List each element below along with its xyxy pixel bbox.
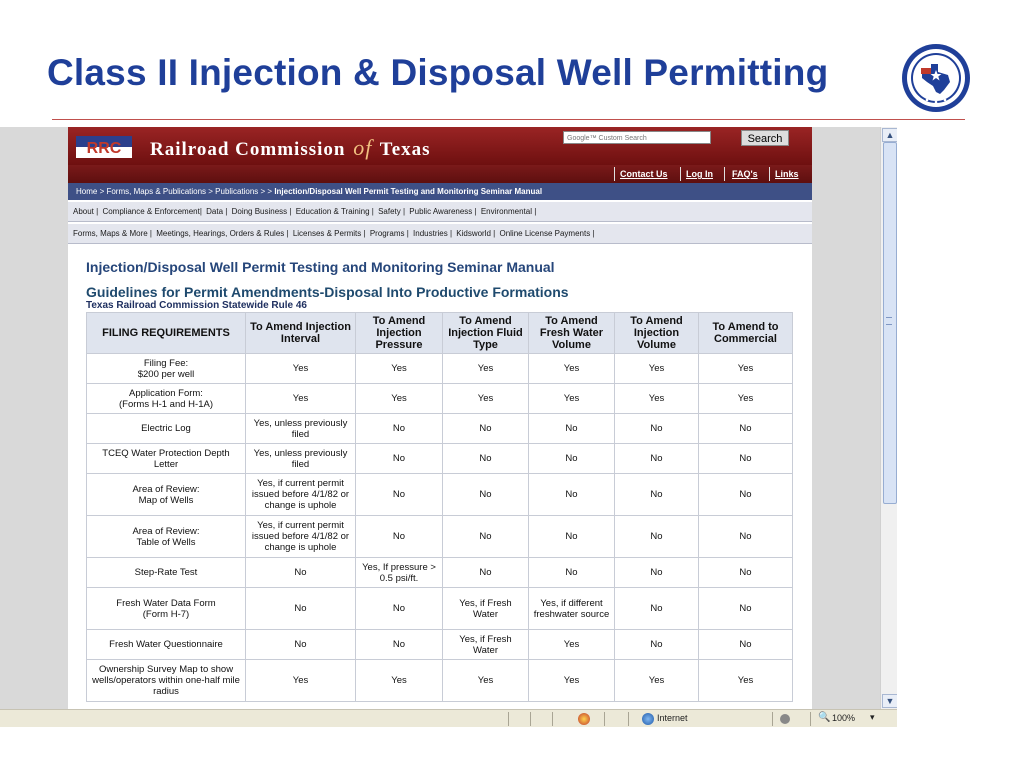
table-cell: No (356, 414, 443, 444)
separator (680, 167, 681, 181)
table-cell: Yes (246, 660, 356, 702)
table-header-row (87, 313, 793, 354)
column-header: To Amend Fresh Water Volume (529, 313, 615, 354)
table-cell: Yes, if current permit issued before 4/1/82 or change is uphole (246, 474, 356, 516)
table-cell: Yes (529, 660, 615, 702)
table-cell: Yes, if Fresh Water (443, 588, 529, 630)
table-cell: Yes (699, 660, 793, 702)
site-name[interactable] (150, 135, 431, 161)
nav-compliance-enforcement[interactable]: Compliance & Enforcement| (102, 207, 202, 216)
search-input[interactable]: Google™ Custom Search (563, 131, 711, 144)
nav-licenses-permits[interactable]: Licenses & Permits | (292, 229, 366, 238)
requirement-cell: Area of Review: Table of Wells (87, 516, 246, 558)
table-cell: Yes (615, 384, 699, 414)
table-cell: Yes (615, 354, 699, 384)
table-cell: No (529, 474, 615, 516)
contact-us-link[interactable]: Contact Us (620, 169, 668, 179)
table-cell: Yes (443, 660, 529, 702)
separator (530, 712, 531, 726)
site-name-part2: Texas (379, 139, 431, 160)
browser-screenshot (0, 127, 897, 727)
table-cell: No (246, 558, 356, 588)
table-cell: No (699, 414, 793, 444)
table-cell: No (615, 588, 699, 630)
table-row (87, 414, 793, 444)
nav-safety[interactable]: Safety | (378, 207, 406, 216)
table-cell: No (615, 414, 699, 444)
table-cell: Yes (443, 354, 529, 384)
table-cell: No (246, 630, 356, 660)
table-row (87, 588, 793, 630)
separator (604, 712, 605, 726)
browser-status-bar (0, 709, 897, 727)
table-cell: Yes (699, 384, 793, 414)
table-cell: No (356, 588, 443, 630)
nav-about[interactable]: About | (73, 207, 99, 216)
rrc-logo-icon[interactable] (76, 136, 132, 158)
faqs-link[interactable]: FAQ's (732, 169, 758, 179)
table-row (87, 630, 793, 660)
separator (508, 712, 509, 726)
separator (810, 712, 811, 726)
table-cell: No (529, 414, 615, 444)
nav-online-license-payments[interactable]: Online License Payments | (499, 229, 595, 238)
table-row (87, 474, 793, 516)
nav-public-awareness[interactable]: Public Awareness | (409, 207, 477, 216)
table-cell: Yes (356, 384, 443, 414)
requirement-cell: Fresh Water Data Form (Form H-7) (87, 588, 246, 630)
scrollbar-grip-icon (886, 317, 892, 325)
scroll-down-icon[interactable]: ▼ (882, 694, 897, 708)
separator (552, 712, 553, 726)
table-cell: No (699, 516, 793, 558)
table-row (87, 558, 793, 588)
table-cell: No (443, 474, 529, 516)
nav-forms-maps[interactable]: Forms, Maps & More | (73, 229, 152, 238)
table-cell: No (356, 630, 443, 660)
requirement-cell: Electric Log (87, 414, 246, 444)
table-cell: No (443, 516, 529, 558)
zoom-dropdown-icon[interactable]: ▾ (870, 712, 875, 722)
table-cell: No (529, 444, 615, 474)
table-cell: No (699, 474, 793, 516)
table-cell: Yes, if different freshwater source (529, 588, 615, 630)
requirement-cell: Filing Fee: $200 per well (87, 354, 246, 384)
table-cell: No (356, 516, 443, 558)
main-nav-row-2 (68, 224, 812, 244)
table-cell: No (699, 558, 793, 588)
nav-doing-business[interactable]: Doing Business | (231, 207, 292, 216)
table-cell: Yes (529, 384, 615, 414)
table-row (87, 354, 793, 384)
requirement-cell: Ownership Survey Map to show wells/operators within one-half mile radius (87, 660, 246, 702)
requirement-cell: Fresh Water Questionnaire (87, 630, 246, 660)
column-header: To Amend Injection Interval (246, 313, 356, 354)
nav-data[interactable]: Data | (206, 207, 228, 216)
separator (769, 167, 770, 181)
scroll-up-icon[interactable]: ▲ (882, 128, 897, 142)
column-header: To Amend Injection Volume (615, 313, 699, 354)
table-cell: No (699, 630, 793, 660)
table-cell: No (529, 516, 615, 558)
table-cell: Yes, unless previously filed (246, 444, 356, 474)
table-cell: Yes (529, 630, 615, 660)
breadcrumb (68, 183, 812, 200)
table-cell: Yes (356, 660, 443, 702)
nav-meetings-hearings[interactable]: Meetings, Hearings, Orders & Rules | (156, 229, 289, 238)
table-cell: No (443, 414, 529, 444)
separator (772, 712, 773, 726)
security-zone-label: Internet (657, 713, 688, 723)
site-name-of: of (353, 135, 373, 160)
table-row (87, 444, 793, 474)
search-button[interactable]: Search (741, 130, 789, 146)
nav-kidsworld[interactable]: Kidsworld | (456, 229, 496, 238)
table-cell: No (615, 558, 699, 588)
table-cell: Yes, unless previously filed (246, 414, 356, 444)
nav-programs[interactable]: Programs | (369, 229, 409, 238)
main-nav-row-1 (68, 202, 812, 222)
column-header: To Amend Injection Pressure (356, 313, 443, 354)
utility-links (68, 165, 812, 183)
table-cell: No (615, 516, 699, 558)
table-row (87, 660, 793, 702)
table-cell: No (443, 444, 529, 474)
table-cell: Yes, If pressure > 0.5 psi/ft. (356, 558, 443, 588)
vertical-scrollbar[interactable] (880, 127, 897, 709)
table-cell: No (699, 588, 793, 630)
privacy-icon[interactable] (578, 713, 590, 725)
webpage (68, 127, 812, 709)
site-header (68, 127, 812, 165)
guidelines-heading: Guidelines for Permit Amendments-Disposal Into Productive Formations (86, 284, 569, 300)
table-cell: No (529, 558, 615, 588)
table-cell: No (615, 444, 699, 474)
table-cell: Yes (443, 384, 529, 414)
table-cell: No (246, 588, 356, 630)
page-title: Injection/Disposal Well Permit Testing and Monitoring Seminar Manual (86, 259, 555, 275)
table-cell: Yes (356, 354, 443, 384)
table-row (87, 516, 793, 558)
table-cell: Yes, if current permit issued before 4/1/82 or change is uphole (246, 516, 356, 558)
rule-subtitle: Texas Railroad Commission Statewide Rule 46 (86, 300, 307, 311)
separator (628, 712, 629, 726)
table-cell: Yes (699, 354, 793, 384)
table-cell: No (356, 444, 443, 474)
requirement-cell: Area of Review: Map of Wells (87, 474, 246, 516)
protected-mode-icon[interactable] (780, 714, 790, 724)
table-cell: Yes (529, 354, 615, 384)
table-cell: Yes (246, 354, 356, 384)
nav-industries[interactable]: Industries | (413, 229, 453, 238)
links-link[interactable]: Links (775, 169, 799, 179)
table-cell: Yes (246, 384, 356, 414)
table-cell: No (615, 630, 699, 660)
breadcrumb-current: Injection/Disposal Well Permit Testing and Monitoring Seminar Manual (274, 187, 543, 196)
requirement-cell: Step-Rate Test (87, 558, 246, 588)
breadcrumb-path[interactable]: Home > Forms, Maps & Publications > Publications > > (76, 187, 275, 196)
filing-requirements-table (86, 312, 793, 702)
title-divider (52, 119, 965, 120)
column-header: To Amend to Commercial (699, 313, 793, 354)
requirement-cell: Application Form: (Forms H-1 and H-1A) (87, 384, 246, 414)
table-cell: No (699, 444, 793, 474)
table-cell: No (615, 474, 699, 516)
nav-education-training[interactable]: Education & Training | (295, 207, 374, 216)
railroad-commission-seal-icon (900, 42, 972, 114)
column-header: To Amend Injection Fluid Type (443, 313, 529, 354)
table-cell: No (443, 558, 529, 588)
zoom-icon[interactable]: 🔍 (818, 712, 831, 723)
column-header: FILING REQUIREMENTS (87, 313, 246, 354)
table-cell: No (356, 474, 443, 516)
requirement-cell: TCEQ Water Protection Depth Letter (87, 444, 246, 474)
separator (614, 167, 615, 181)
table-row (87, 384, 793, 414)
page-right-margin (812, 127, 880, 709)
internet-zone-icon (642, 713, 654, 725)
table-cell: Yes (615, 660, 699, 702)
log-in-link[interactable]: Log In (686, 169, 713, 179)
svg-text:RRC: RRC (86, 140, 122, 157)
zoom-level[interactable]: 100% (832, 713, 856, 723)
separator (724, 167, 725, 181)
nav-environmental[interactable]: Environmental | (480, 207, 537, 216)
slide-title: Class II Injection & Disposal Well Permitting (47, 52, 829, 93)
table-cell: Yes, if Fresh Water (443, 630, 529, 660)
page-left-margin (0, 127, 68, 709)
site-name-part1: Railroad Commission (150, 139, 346, 160)
